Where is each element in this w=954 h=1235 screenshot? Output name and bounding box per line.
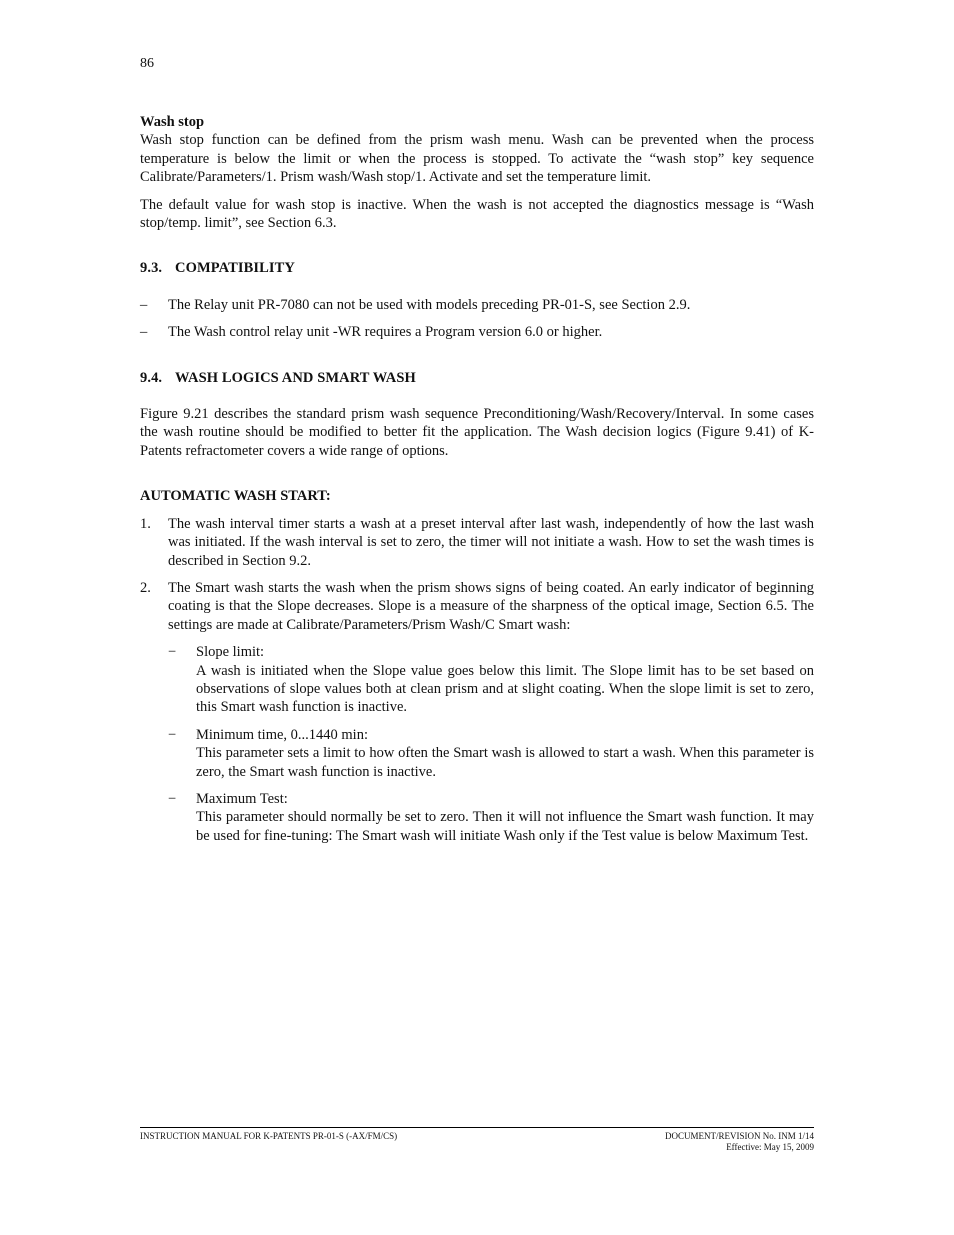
sub-item-label: Slope limit:: [196, 644, 265, 661]
dash-marker: −: [168, 644, 177, 661]
sub-item-text: This parameter sets a limit to how often the Smart wash is allowed to start a wash. When this parameter is zero, the Smart wash function is inactive.: [196, 745, 814, 780]
sub-item-label: Minimum time, 0...1440 min:: [196, 726, 368, 743]
list-item-text: The Smart wash starts the wash when the prism shows signs of being coated. An early indicator of beginning coating is that the Slope decreases. Slope is a measure of the sharpness of the optical image, Section 6.5. The settings are made at Calibrate/Parameters/Prism Wash/C Smart wash:: [168, 579, 814, 633]
list-item-text: The wash interval timer starts a wash at a preset interval after last wash, independently of how the last wash was initiated. If the wash interval is set to zero, the timer will not initiate a wash. How to set the wash times is described in Section 9.2.: [168, 515, 814, 569]
wash-stop-paragraph-2: The default value for wash stop is inactive. When the wash is not accepted the diagnostics message is “Wash stop/temp. limit”, see Section 6.3.: [140, 196, 814, 232]
number-marker: 2.: [140, 579, 151, 596]
sub-item-text: This parameter should normally be set to zero. Then it will not influence the Smart wash function. It may be used for fine-tuning: The Smart wash will initiate Wash only if the Test value is below Maximum Test.: [196, 809, 814, 844]
section-number: 9.4.: [140, 369, 163, 386]
auto-wash-heading: AUTOMATIC WASH START:: [140, 488, 331, 505]
sub-list-item: [168, 726, 814, 781]
footer-document-info: [665, 1131, 814, 1153]
wash-stop-paragraph-1: Wash stop function can be defined from the prism wash menu. Wash can be prevented when the process temperature is below the limit or when the process is stopped. To activate the “wash stop” key sequence Calibrate/Parameters/1. Prism wash/Wash stop/1. Activate and set the temperature limit.: [140, 132, 814, 186]
footer-manual-title: INSTRUCTION MANUAL FOR K-PATENTS PR-01-S (-AX/FM/CS): [140, 1131, 398, 1141]
wash-stop-heading: Wash stop: [140, 114, 205, 130]
dash-marker: −: [168, 726, 177, 743]
list-item: [140, 579, 814, 845]
sub-list-item: [168, 790, 814, 845]
sub-item-label: Maximum Test:: [196, 790, 288, 807]
dash-marker: –: [140, 324, 148, 341]
list-item-text: The Wash control relay unit -WR requires a Program version 6.0 or higher.: [168, 324, 603, 341]
number-marker: 1.: [140, 515, 151, 532]
page-number: 86: [140, 56, 154, 71]
section-title: COMPATIBILITY: [175, 260, 295, 277]
section-title: WASH LOGICS AND SMART WASH: [175, 369, 416, 386]
footer-revision: DOCUMENT/REVISION No. INM 1/14: [665, 1131, 814, 1141]
dash-marker: −: [168, 790, 177, 807]
section-number: 9.3.: [140, 260, 163, 277]
sub-list-item: [168, 643, 814, 717]
list-item: [140, 296, 814, 314]
dash-marker: –: [140, 296, 148, 313]
section-heading-wash-logics: [140, 369, 814, 387]
list-item: [140, 515, 814, 570]
page-content: [140, 113, 814, 854]
wash-logics-paragraph: Figure 9.21 describes the standard prism wash sequence Preconditioning/Wash/Recovery/Interval. In some cases the wash routine should be modified to better fit the application. The Wash decision logics (Figure 9.41) of K-Patents refractometer covers a wide range of options.: [140, 406, 814, 459]
footer-effective-date: Effective: May 15, 2009: [726, 1142, 814, 1152]
list-item: [140, 323, 814, 341]
footer-divider: [140, 1127, 814, 1128]
section-heading-compatibility: [140, 259, 814, 277]
list-item-text: The Relay unit PR-7080 can not be used with models preceding PR-01-S, see Section 2.9.: [168, 296, 691, 313]
sub-item-text: A wash is initiated when the Slope value goes below this limit. The Slope limit has to be set based on observations of slope values both at clean prism and at slight coating. When the slope limit is set to zero, this Smart wash function is inactive.: [196, 662, 814, 716]
